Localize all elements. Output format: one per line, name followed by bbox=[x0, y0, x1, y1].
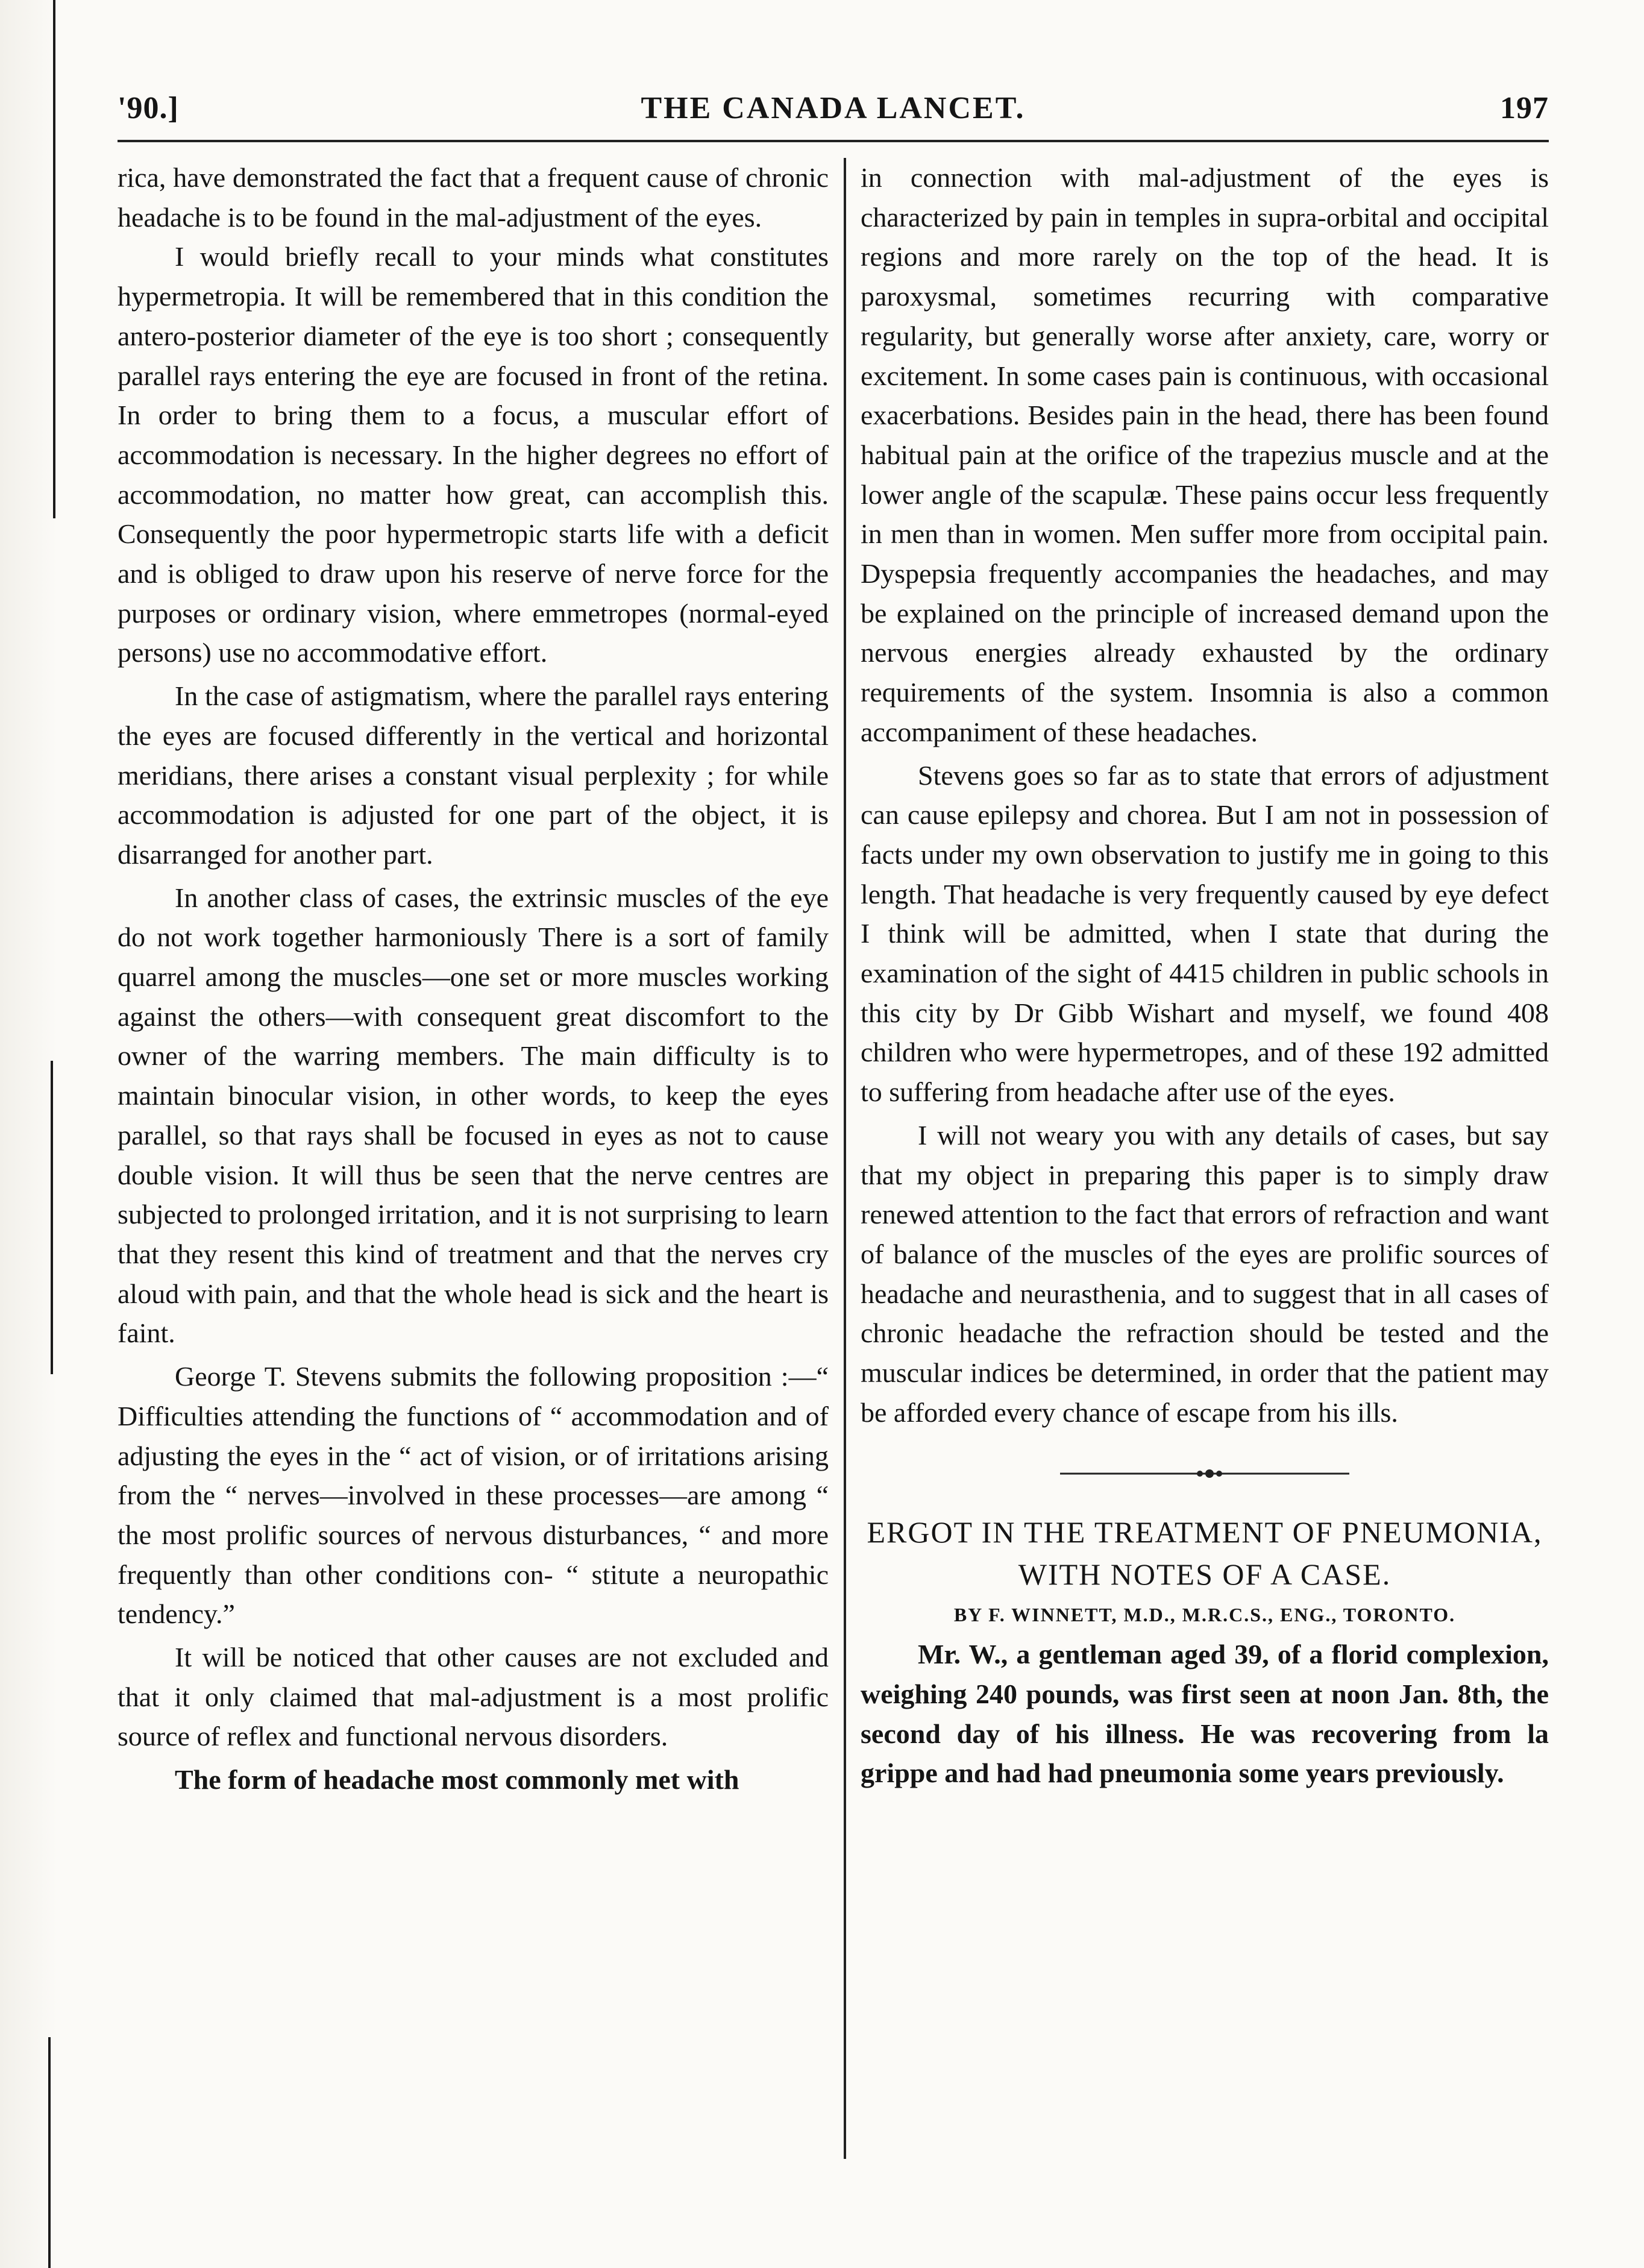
section-divider-ornament bbox=[1060, 1468, 1349, 1480]
paragraph: It will be noticed that other causes are not excluded and that it only claimed that mal-adjustment is a most prolific source of reflex and functional nervous disorders. bbox=[118, 1642, 829, 1752]
header-rule bbox=[118, 140, 1549, 142]
column-divider bbox=[844, 158, 846, 2159]
article-title: ERGOT IN THE TREATMENT OF PNEUMONIA, WITH NOTES OF A CASE. bbox=[867, 1515, 1543, 1591]
paragraph: The form of headache most commonly met with bbox=[175, 1764, 739, 1795]
article-body: Mr. W., a gentleman aged 39, of a florid complexion, weighing 240 pounds, was first seen at noon Jan. 8th, the second day of his illness. He was recovering from la grippe and had had pneumonia some years previously. bbox=[861, 1639, 1549, 1789]
paragraph: in connection with mal-adjustment of the eyes is characterized by pain in temples in supra-orbital and occipital regions and more rarely on the top of the head. It is paroxysmal, sometimes recurring with comparative regularity, but generally worse after anxiety, care, worry or excitement. In some cases pain is continuous, with occasional exacerbations. Besides pain in the head, there has been found habitual pain at the orifice of the trapezius muscle and at the lower angle of the scapulæ. These pains occur less frequently in men than in women. Men suffer more from occipital pain. Dyspepsia frequently accompanies the headaches, and may be explained on the principle of increased demand upon the nervous energies already exhausted by the ordinary requirements of the system. Insomnia is also a common accompaniment of these headaches. bbox=[861, 162, 1549, 747]
binding-edge-line bbox=[51, 1061, 53, 1374]
binding-edge-line bbox=[48, 2037, 51, 2268]
paragraph: In another class of cases, the extrinsic muscles of the eye do not work together harmoniously There is a sort of family quarrel among the muscles—one set or more muscles working against the others—with consequent great discomfort to the owner of the warring members. The main difficulty is to maintain binocular vision, in other words, to keep the eyes parallel, so that rays shall be focused in eyes as not to cause double vision. It will thus be seen that the nerve centres are subjected to prolonged irritation, and it is not surprising to learn that they resent this kind of treatment and that the nerves cry aloud with pain, and that the whole head is sick and the heart is faint. bbox=[118, 882, 829, 1349]
right-column bbox=[861, 158, 1549, 1793]
page-number: 197 bbox=[1500, 91, 1549, 125]
paragraph: George T. Stevens submits the following proposition :—“ Difficulties attending the functions of “ accommodation and of adjusting the eyes in the “ act of vision, or of irritations arising from the “ nerves—involved in these processes—are among “ the most prolific sources of nervous disturbances, “ and more frequently than other conditions con- “ stitute a neuropathic tendency.” bbox=[118, 1361, 829, 1630]
volume-year: '90.] bbox=[118, 91, 179, 125]
paragraph: Stevens goes so far as to state that errors of adjustment can cause epilepsy and chorea. But I am not in possession of facts under my own observation to justify me in going to this length. That headache is very frequently caused by eye defect I think will be admitted, when I state that during the examination of the sight of 4415 children in public schools in this city by Dr Gibb Wishart and myself, we found 408 children who were hypermetropes, and of these 192 admitted to suffering from headache after use of the eyes. bbox=[861, 759, 1549, 1108]
paragraph: rica, have demonstrated the fact that a frequent cause of chronic headache is to be found in the mal-adjustment of the eyes. bbox=[118, 162, 829, 233]
article-byline: BY F. WINNETT, M.D., M.R.C.S., ENG., TORONTO. bbox=[953, 1603, 1456, 1626]
binding-edge-line bbox=[53, 0, 55, 518]
journal-title: THE CANADA LANCET. bbox=[641, 91, 1026, 125]
page-binding-shadow bbox=[0, 0, 57, 2268]
paragraph: In the case of astigmatism, where the parallel rays entering the eyes are focused differently in the vertical and horizontal meridians, there arises a constant visual perplexity ; for while accommodation is adjusted for one part of the object, it is disarranged for another part. bbox=[118, 680, 829, 870]
running-header bbox=[118, 90, 1549, 145]
paragraph: I will not weary you with any details of cases, but say that my object in preparing this paper is to simply draw renewed attention to the fact that errors of refraction and want of balance of the muscles of the eyes are prolific sources of headache and neurasthenia, and to suggest that in all cases of chronic headache the refraction should be tested and the muscular indices be determined, in order that the patient may be afforded every chance of escape from his ills. bbox=[861, 1119, 1549, 1428]
paragraph: I would briefly recall to your minds what constitutes hypermetropia. It will be remembered that in this condition the antero-posterior diameter of the eye is too short ; consequently parallel rays entering the eye are focused in front of the retina. In order to bring them to a focus, a muscular effort of accommodation is necessary. In the higher degrees no effort of accommodation, no matter how great, can accomplish this. Consequently the poor hypermetropic starts life with a deficit and is obliged to draw upon his reserve of nerve force for the purposes or ordinary vision, where emmetropes (normal-eyed persons) use no accommodative effort. bbox=[118, 241, 829, 668]
left-column bbox=[118, 158, 829, 1800]
